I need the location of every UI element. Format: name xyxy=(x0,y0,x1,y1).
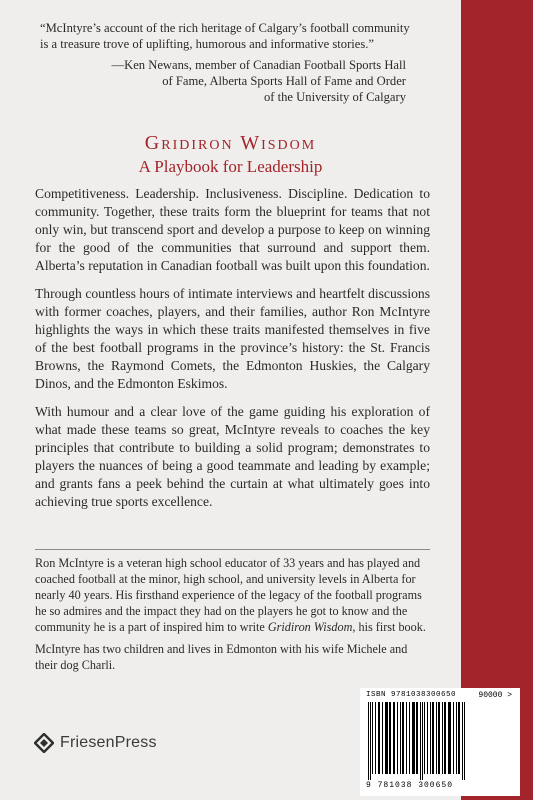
barcode-bar xyxy=(453,702,454,774)
price-code: 90000 > xyxy=(478,691,512,700)
attribution-line: of Fame, Alberta Sports Hall of Fame and Order xyxy=(162,74,406,88)
barcode-bar xyxy=(375,702,376,774)
barcode-bar xyxy=(382,702,383,774)
barcode-bar xyxy=(442,702,443,774)
barcode-bar xyxy=(427,702,428,774)
barcode-bar xyxy=(378,702,380,774)
barcode-bar xyxy=(393,702,395,774)
attribution-line: —Ken Newans, member of Canadian Football Sports Hall xyxy=(111,58,406,72)
barcode-bar xyxy=(397,702,398,774)
description-paragraph: With humour and a clear love of the game guiding his exploration of what made these teams so great, McIntyre reveals to coaches the key principles that contribute to building a solid program; demonstrates to players the nuances of being a good teammate and leading by example; and grants fans a peek behind the curtain at what ultimately goes into achieving true sports excellence. xyxy=(35,404,430,509)
barcode-bar xyxy=(462,702,463,780)
attribution-line: of the University of Calgary xyxy=(264,90,406,104)
quote-attribution xyxy=(40,57,410,105)
barcode-bar xyxy=(464,702,465,780)
bio-book-title: Gridiron Wisdom xyxy=(267,620,353,634)
description-paragraph: Competitiveness. Leadership. Inclusiveness. Discipline. Dedication to community. Together, these traits form the blueprint for teams that not only win, but transcend sport and develop a purpose to keep on winning for the good of the communities that surround and support them. Alberta’s reputation in Canadian football was built upon this foundation. xyxy=(35,186,430,273)
barcode-bar xyxy=(448,702,451,774)
friesenpress-logo-icon xyxy=(34,733,54,753)
red-side-band xyxy=(461,0,533,800)
barcode-bar xyxy=(438,702,440,774)
book-description xyxy=(35,185,430,521)
barcode-bar xyxy=(400,702,401,774)
bio-paragraph: Ron McIntyre is a veteran high school educator of 33 years and has played and coached football at the minor, high school, and university levels in Alberta for nearly 40 years. His firsthand experience of the legacy of the football programs he so admires and the impact they had on the players he got to know and the community he is a part of inspired him to write Gridiron Wisdom, his first book. xyxy=(35,556,426,634)
isbn-barcode xyxy=(360,688,520,796)
publisher-logo xyxy=(34,733,157,753)
barcode-bar xyxy=(456,702,457,774)
barcode-bar xyxy=(406,702,407,774)
barcode-bar xyxy=(416,702,418,774)
barcode-bar xyxy=(389,702,391,774)
quote-text: “McIntyre’s account of the rich heritage of Calgary’s football community is a treasure trove of uplifting, humorous and informative stories.” xyxy=(40,21,410,51)
title-block xyxy=(0,132,461,177)
author-bio xyxy=(35,555,430,679)
bio-paragraph: McIntyre has two children and lives in Edmonton with his wife Michele and their dog Charli. xyxy=(35,642,408,672)
description-paragraph: Through countless hours of intimate interviews and heartfelt discussions with former coaches, players, and their families, author Ron McIntyre highlights the ways in which these traits manifested themselves in five of the best football programs in the province’s history: the St. Francis Browns, the Raymond Comets, the Edmonton Huskies, the Calgary Dinos, and the Edmonton Eskimos. xyxy=(35,286,430,391)
barcode-bar xyxy=(436,702,437,774)
barcode-bar xyxy=(422,702,423,780)
barcode-bar xyxy=(432,702,434,774)
isbn-label: ISBN 9781038300650 xyxy=(366,691,457,699)
barcode-digits: 9 781038 300650 xyxy=(366,781,454,790)
publisher-name: FriesenPress xyxy=(60,734,157,751)
barcode-bar xyxy=(370,702,371,780)
barcode-bar xyxy=(412,702,415,774)
barcode-bar xyxy=(372,702,373,774)
barcode-bar xyxy=(409,702,410,774)
barcode-bar xyxy=(402,702,404,774)
barcode-bar xyxy=(444,702,446,774)
endorsement-quote xyxy=(40,20,410,105)
book-subtitle: A Playbook for Leadership xyxy=(138,157,323,176)
barcode-bar xyxy=(420,702,421,780)
book-title: Gridiron Wisdom xyxy=(144,132,317,154)
barcode-bar xyxy=(385,702,388,774)
divider xyxy=(35,549,430,550)
barcode-bar xyxy=(458,702,460,774)
barcode-bar xyxy=(424,702,425,774)
barcode-bar xyxy=(430,702,431,774)
barcode-bar xyxy=(368,702,369,780)
barcode-bars xyxy=(366,702,514,780)
